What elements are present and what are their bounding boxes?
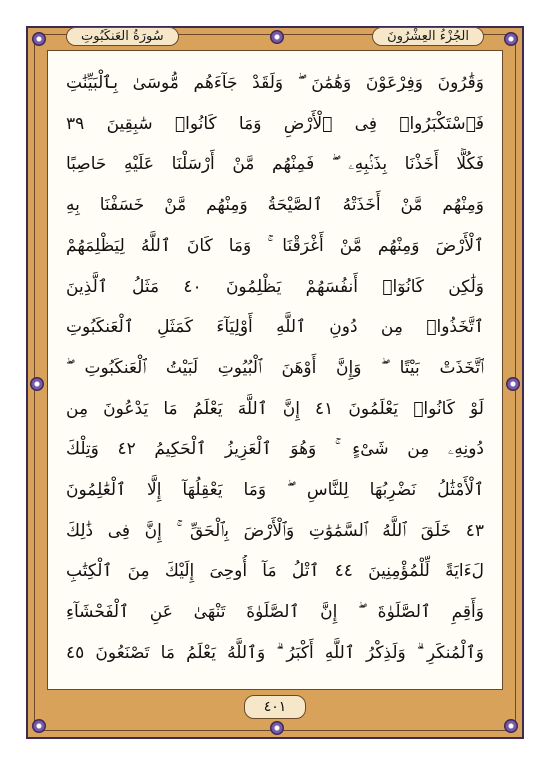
border-ornament-icon — [270, 721, 284, 735]
mushaf-page — [47, 28, 503, 715]
text-line: ٱلْأَرْضَ وَمِنْهُم مَّنْ أَغْرَقْنَا ۚ وَمَا كَانَ ٱللَّهُ لِيَظْلِمَهُمْ — [66, 235, 484, 256]
text-line: وَلَٰكِن كَانُوٓا۟ أَنفُسَهُمْ يَظْلِمُونَ ٤٠ مَثَلُ ٱلَّذِينَ — [66, 276, 484, 297]
corner-ornament-icon — [504, 32, 518, 46]
text-line: لَءَايَةً لِّلْمُؤْمِنِينَ ٤٤ ٱتْلُ مَآ أُوحِىَ إِلَيْكَ مِنَ ٱلْكِتَٰبِ — [66, 561, 484, 582]
corner-ornament-icon — [32, 32, 46, 46]
border-ornament-icon — [30, 377, 44, 391]
corner-ornament-icon — [504, 719, 518, 733]
text-line: وَقَٰرُونَ وَفِرْعَوْنَ وَهَٰمَٰنَ ۖ وَلَقَدْ جَآءَهُم مُّوسَىٰ بِٱلْبَيِّنَٰتِ — [66, 73, 484, 93]
text-line: ٱلْأَمْثَٰلُ نَضْرِبُهَا لِلنَّاسِ ۖ وَمَا يَعْقِلُهَآ إِلَّا ٱلْعَٰلِمُونَ — [66, 480, 484, 501]
text-line: ٱتَّخَذُوا۟ مِن دُونِ ٱللَّهِ أَوْلِيَآءَ كَمَثَلِ ٱلْعَنكَبُوتِ — [66, 317, 484, 338]
surah-name-label: سُورَةُ العَنكَبُوتِ — [66, 27, 179, 46]
corner-ornament-icon — [32, 719, 46, 733]
page-header — [48, 25, 502, 47]
page-number: ٤٠١ — [244, 695, 306, 719]
border-ornament-icon — [506, 377, 520, 391]
text-line: فَكُلًّا أَخَذْنَا بِذَنۢبِهِۦ ۖ فَمِنْهُم مَّنْ أَرْسَلْنَا عَلَيْهِ حَاصِبًا — [66, 154, 484, 175]
text-line: وَمِنْهُم مَّنْ أَخَذَتْهُ ٱلصَّيْحَةُ وَمِنْهُم مَّنْ خَسَفْنَا بِهِ — [66, 195, 484, 216]
text-line: لَوْ كَانُوا۟ يَعْلَمُونَ ٤١ إِنَّ ٱللَّهَ يَعْلَمُ مَا يَدْعُونَ مِن — [66, 398, 484, 419]
text-line: وَٱلْمُنكَرِ ۗ وَلَذِكْرُ ٱللَّهِ أَكْبَرُ ۗ وَٱللَّهُ يَعْلَمُ مَا تَصْنَعُونَ ٤٥ — [66, 642, 484, 663]
verse-text — [66, 67, 484, 669]
text-line: فَٱسْتَكْبَرُوا۟ فِى ٱلْأَرْضِ وَمَا كَانُوا۟ سَٰبِقِينَ ٣٩ — [66, 113, 484, 134]
text-line: ٤٣ خَلَقَ ٱللَّهُ ٱلسَّمَٰوَٰتِ وَٱلْأَرْضَ بِٱلْحَقِّ ۚ إِنَّ فِى ذَٰلِكَ — [66, 520, 484, 541]
text-line: ٱتَّخَذَتْ بَيْتًا ۖ وَإِنَّ أَوْهَنَ ٱلْبُيُوتِ لَبَيْتُ ٱلْعَنكَبُوتِ ۖ — [66, 357, 484, 378]
text-line: وَأَقِمِ ٱلصَّلَوٰةَ ۖ إِنَّ ٱلصَّلَوٰةَ تَنْهَىٰ عَنِ ٱلْفَحْشَآءِ — [66, 602, 484, 623]
text-line: دُونِهِۦ مِن شَىْءٍ ۚ وَهُوَ ٱلْعَزِيزُ ٱلْحَكِيمُ ٤٢ وَتِلْكَ — [66, 439, 484, 460]
juz-label: الجُزْءُ العِشْرُونَ — [372, 27, 484, 46]
